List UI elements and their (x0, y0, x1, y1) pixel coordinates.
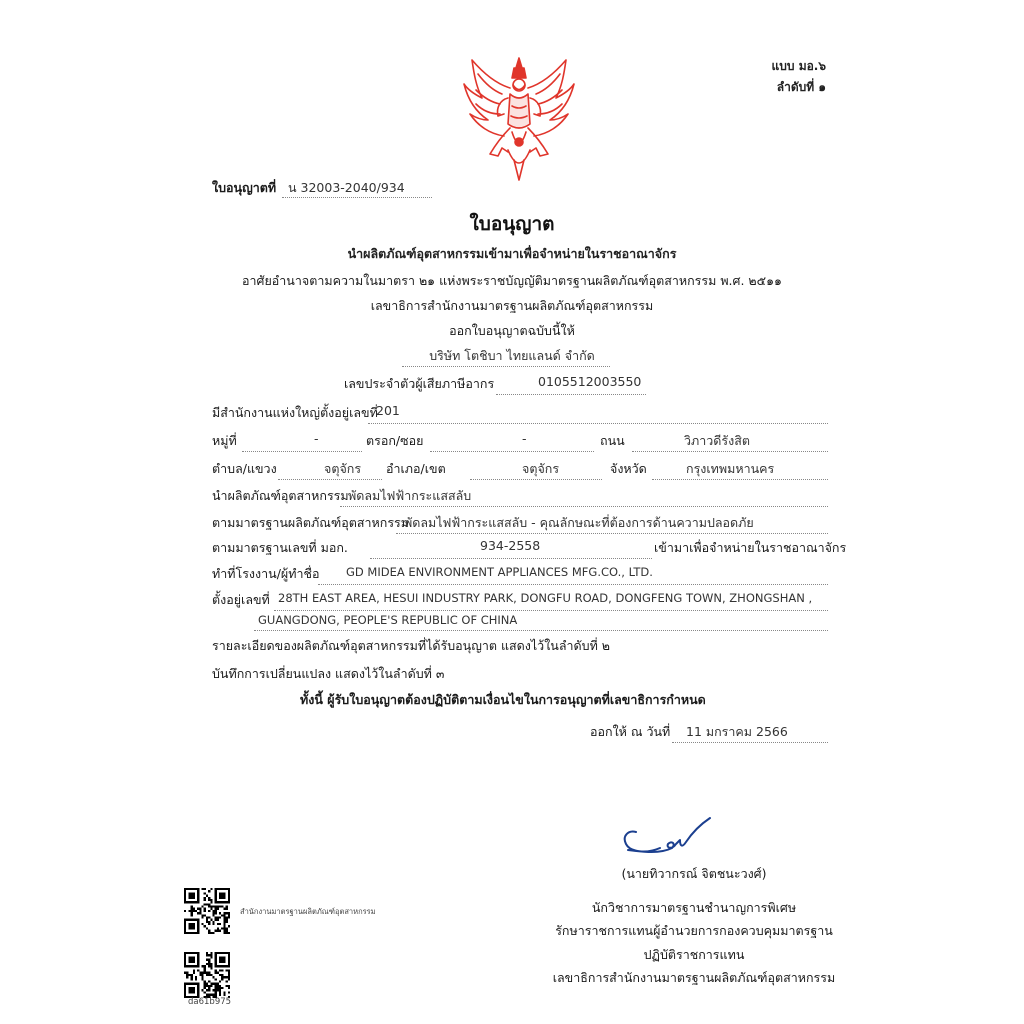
company-name: บริษัท โตชิบา ไทยแลนด์ จำกัด (429, 348, 595, 363)
province-line (652, 479, 828, 480)
moo-label: หมู่ที่ (212, 433, 237, 448)
signatory-position-1: นักวิชาการมาตรฐานชำนาญการพิเศษ (591, 900, 797, 915)
signatory-position-2: รักษาราชการแทนผู้อำนวยการกองควบคุมมาตรฐาน (555, 923, 833, 938)
signature-icon (614, 814, 714, 862)
product-label: นำผลิตภัณฑ์อุตสาหกรรม (212, 488, 349, 503)
amphoe-line (470, 479, 602, 480)
amphoe-value: จตุจักร (522, 461, 560, 476)
form-code: แบบ มอ.๖ (771, 59, 826, 73)
intro-line-3: ออกใบอนุญาตฉบับนี้ให้ (449, 323, 575, 338)
province-label: จังหวัด (610, 461, 647, 476)
qr-code-icon (184, 888, 230, 934)
factory-label: ทำที่โรงงาน/ผู้ทำชื่อ (212, 566, 320, 581)
garuda-emblem-icon (462, 54, 576, 184)
tambon-line (278, 479, 382, 480)
office-label: มีสำนักงานแห่งใหญ่ตั้งอยู่เลขที่ (212, 405, 378, 420)
tax-id-label: เลขประจำตัวผู้เสียภาษีอากร (344, 376, 495, 391)
details-note: รายละเอียดของผลิตภัณฑ์อุตสาหกรรมที่ได้รับอนุญาต แสดงไว้ในลำดับที่ ๒ (212, 638, 611, 653)
road-line (632, 451, 828, 452)
issued-line (672, 742, 828, 743)
qr-code-icon (184, 952, 230, 998)
issued-label: ออกให้ ณ วันที่ (590, 724, 671, 739)
tax-id-line (496, 394, 646, 395)
order-number: ลำดับที่ ๑ (776, 80, 826, 94)
factory-address-line-1: 28TH EAST AREA, HESUI INDUSTRY PARK, DONGFU ROAD, DONGFENG TOWN, ZHONGSHAN , (278, 591, 813, 605)
tambon-label: ตำบล/แขวง (212, 461, 277, 476)
page-title: ใบอนุญาต (469, 213, 555, 235)
office-line (368, 423, 828, 424)
tambon-value: จตุจักร (324, 461, 362, 476)
standard-no-value: 934-2558 (480, 538, 541, 553)
office-value: 201 (376, 403, 400, 418)
signatory-position-3: ปฏิบัติราชการแทน (643, 947, 745, 962)
qr-code-text: da61b975 (188, 997, 232, 1007)
form-code-block (772, 56, 826, 98)
soi-label: ตรอก/ซอย (366, 433, 424, 448)
issued-value: 11 มกราคม 2566 (686, 724, 788, 739)
standard-value: พัดลมไฟฟ้ากระแสสลับ - คุณลักษณะที่ต้องการด้านความปลอดภัย (404, 515, 754, 530)
license-no-label: ใบอนุญาตที่ (212, 180, 277, 195)
license-no-value: น 32003-2040/934 (288, 180, 405, 195)
product-line (340, 506, 828, 507)
intro-line-1: อาศัยอำนาจตามความในมาตรา ๒๑ แห่งพระราชบัญญัติมาตรฐานผลิตภัณฑ์อุตสาหกรรม พ.ศ. ๒๕๑๑ (242, 273, 782, 288)
factory-line (318, 584, 828, 585)
intro-line-2: เลขาธิการสำนักงานมาตรฐานผลิตภัณฑ์อุตสาหกรรม (370, 298, 654, 313)
factory-address-line-2: GUANGDONG, PEOPLE'S REPUBLIC OF CHINA (258, 613, 518, 627)
page-subtitle: นำผลิตภัณฑ์อุตสาหกรรมเข้ามาเพื่อจำหน่ายในราชอาณาจักร (347, 246, 677, 261)
soi-line (430, 451, 594, 452)
tax-id-value: 0105512003550 (538, 374, 642, 389)
license-no-line (282, 197, 432, 198)
soi-value: - (522, 431, 527, 446)
condition-note: ทั้งนี้ ผู้รับใบอนุญาตต้องปฏิบัติตามเงื่อนไขในการอนุญาตที่เลขาธิการกำหนด (300, 692, 706, 707)
standard-no-suffix: เข้ามาเพื่อจำหน่ายในราชอาณาจักร (654, 540, 847, 555)
factory-address-label: ตั้งอยู่เลขที่ (212, 592, 270, 607)
standard-no-line (370, 558, 652, 559)
standard-no-label: ตามมาตรฐานเลขที่ มอก. (212, 540, 348, 555)
moo-line (242, 451, 362, 452)
road-label: ถนน (600, 433, 625, 448)
changes-note: บันทึกการเปลี่ยนแปลง แสดงไว้ในลำดับที่ ๓ (212, 666, 445, 681)
province-value: กรุงเทพมหานคร (686, 461, 775, 476)
standard-line (396, 533, 828, 534)
factory-address-line-1-rule (274, 610, 828, 611)
moo-value: - (314, 431, 319, 446)
amphoe-label: อำเภอ/เขต (386, 461, 446, 476)
signatory-position-4: เลขาธิการสำนักงานมาตรฐานผลิตภัณฑ์อุตสาหกรรม (552, 970, 836, 985)
factory-address-line-2-rule (254, 630, 828, 631)
product-value: พัดลมไฟฟ้ากระแสสลับ (348, 488, 472, 503)
standard-label: ตามมาตรฐานผลิตภัณฑ์อุตสาหกรรม (212, 515, 409, 530)
qr-caption: สำนักงานมาตรฐานผลิตภัณฑ์อุตสาหกรรม (240, 907, 376, 916)
road-value: วิภาวดีรังสิต (684, 433, 750, 448)
signatory-name: (นายทิวากรณ์ จิตชนะวงศ์) (621, 866, 767, 881)
company-line (402, 366, 610, 367)
factory-value: GD MIDEA ENVIRONMENT APPLIANCES MFG.CO., LTD. (346, 565, 653, 579)
